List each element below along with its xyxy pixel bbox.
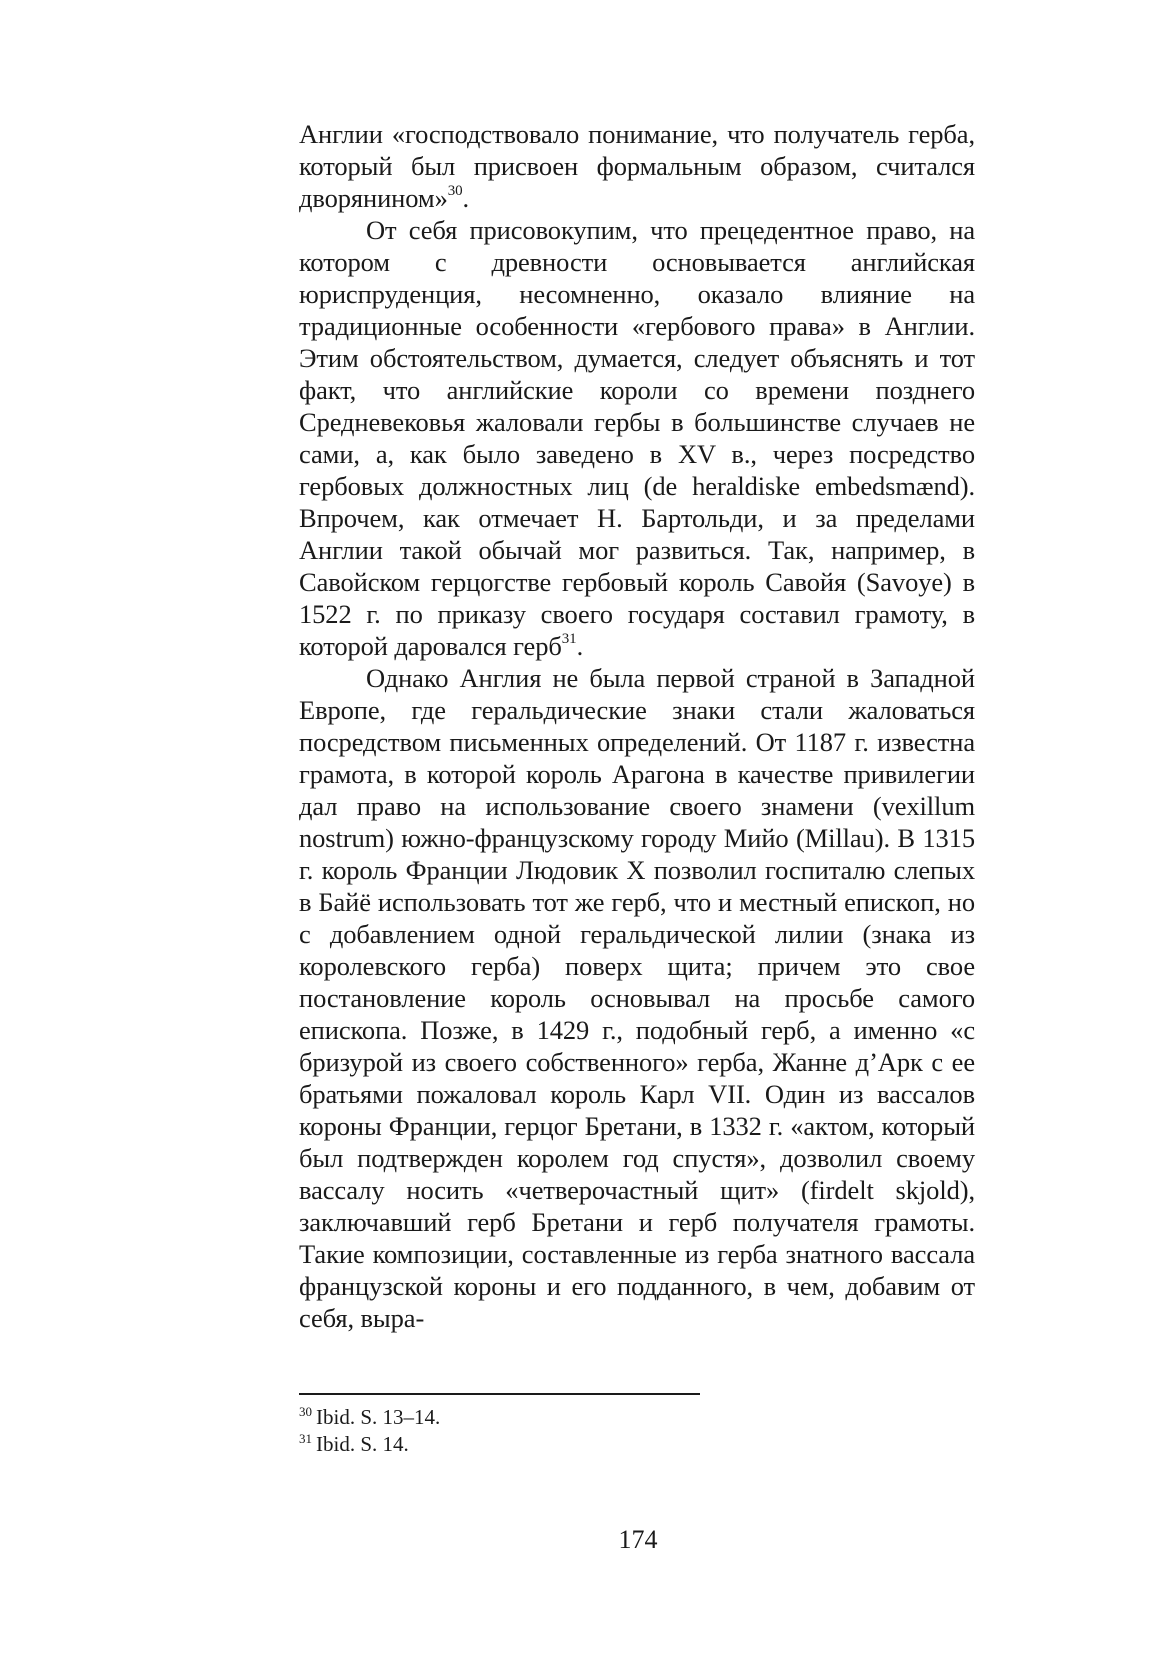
- paragraph-2-end: .: [576, 631, 584, 661]
- footnotes: [299, 1404, 975, 1458]
- paragraph-1: [299, 118, 975, 214]
- paragraph-3: [299, 662, 975, 1334]
- paragraph-2: [299, 214, 975, 662]
- footnote-separator: [299, 1393, 700, 1395]
- body-text: [299, 118, 975, 1334]
- footnote-text: Ibid. S. 14.: [316, 1432, 409, 1456]
- footnote-ref-31[interactable]: 31: [561, 631, 577, 648]
- paragraph-1-end: .: [462, 183, 470, 213]
- footnote-number: 31: [299, 1431, 312, 1446]
- paragraph-3-text: Однако Англия не была первой страной в Западной Европе, где геральдические знаки стали жаловаться посредством письменных определений. От 1187 г. известна грамота, в которой король Арагона в качестве привилегии дал право на использование своего знамени (vexillum nostrum) южно-французскому городу Мийо (Millau). В 1315 г. король Франции Людовик X позволил госпиталю слепых в Байё использовать тот же герб, что и местный епископ, но с добавлением одной геральдической лилии (знака из королевского герба) поверх щита; причем это свое постановление король основывал на просьбе самого епископа. Позже, в 1429 г., подобный герб, а именно «с бризурой из своего собственного» герба, Жанне д’Арк с ее братьями пожаловал король Карл VII. Один из вассалов короны Франции, герцог Бретани, в 1332 г. «актом, который был подтвержден королем год спустя», дозволил своему вассалу носить «четверочастный щит» (firdelt skjold), заключавший герб Бретани и герб получателя грамоты. Такие композиции, составленные из герба знатного вассала французской короны и его подданного, в чем, добавим от себя, выра-: [299, 663, 975, 1333]
- page-number: 174: [618, 1525, 658, 1554]
- footnote-number: 30: [299, 1404, 312, 1419]
- footnote-text: Ibid. S. 13–14.: [316, 1405, 441, 1429]
- footnote-31: [299, 1431, 975, 1458]
- footnote-ref-30[interactable]: 30: [447, 183, 463, 200]
- paragraph-1-text: Англии «господствовало понимание, что получатель герба, который был присвоен формальным образом, считался дворянином»: [299, 119, 975, 213]
- paragraph-2-text: От себя присовокупим, что прецедентное право, на котором с древности основывается английская юриспруденция, несомненно, оказало влияние на традиционные особенности «гербового права» в Англии. Этим обстоятельством, думается, следует объяснять и тот факт, что английские короли со времени позднего Средневековья жаловали гербы в большинстве случаев не сами, а, как было заведено в XV в., через посредство гербовых должностных лиц (de heraldiske embedsmænd). Впрочем, как отмечает Н. Бартольди, и за пределами Англии такой обычай мог развиться. Так, например, в Савойском герцогстве гербовый король Савойя (Savoye) в 1522 г. по приказу своего государя составил грамоту, в которой даровался герб: [299, 215, 975, 661]
- footnote-30: [299, 1404, 975, 1431]
